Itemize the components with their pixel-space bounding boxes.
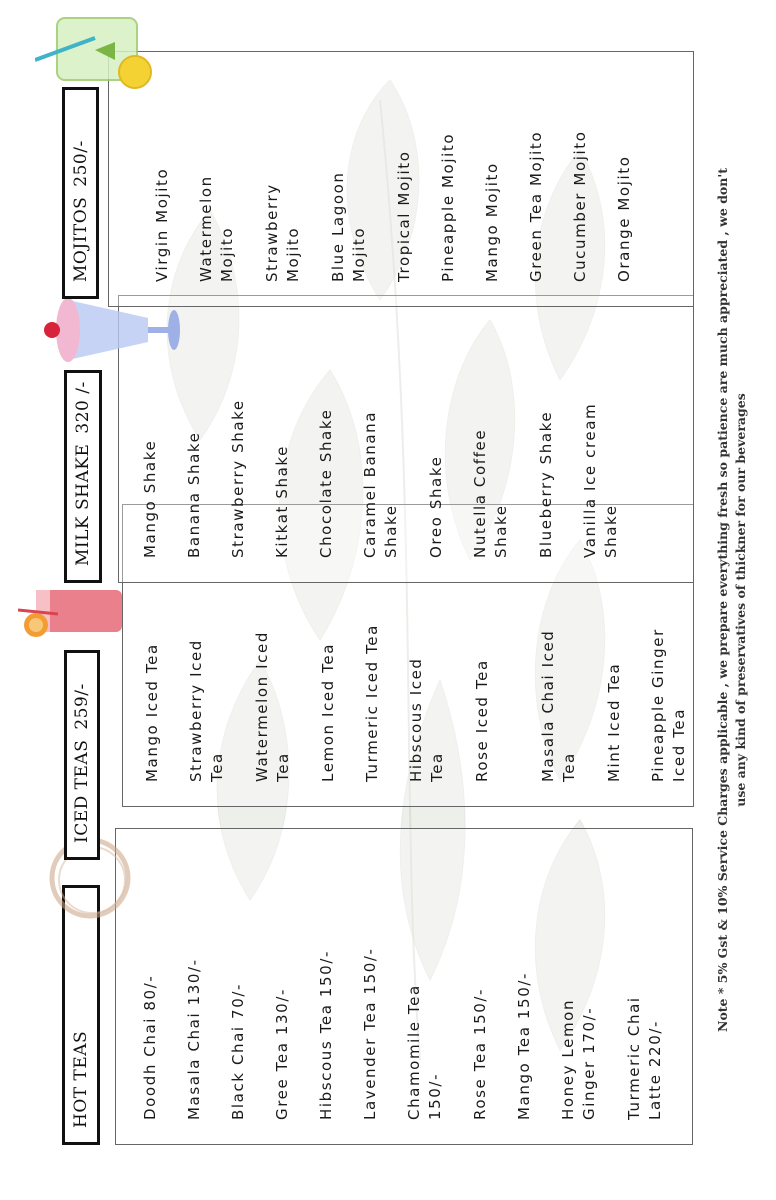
iced-teas-title — [64, 650, 100, 860]
menu-item-line: Strawberry — [263, 183, 281, 282]
menu-item-line: Tropical Mojito — [395, 150, 413, 282]
menu-item-line: Mango Shake — [141, 439, 159, 558]
menu-item-line: Mango Iced Tea — [143, 643, 161, 782]
mojito-glass-icon — [35, 0, 165, 100]
menu-item-line: Caramel Banana — [361, 410, 379, 558]
menu-item-line: Chocolate Shake — [317, 408, 335, 558]
milk-shake-price: 320 /- — [73, 381, 93, 434]
menu-item-line: Shake — [382, 504, 400, 558]
mojitos-title — [62, 87, 99, 299]
menu-item-line: Pineapple Ginger — [649, 628, 667, 782]
menu-item-line: Tea — [560, 752, 578, 782]
menu-item-line: Turmeric Chai — [625, 996, 643, 1120]
menu-item-line: Lemon Iced Tea — [319, 642, 337, 782]
menu-item-line: Rose Tea 150/- — [471, 987, 489, 1120]
menu-item-line: Watermelon Iced — [253, 631, 271, 782]
menu-item-line: Chamomile Tea — [405, 984, 423, 1120]
milk-shake-title — [64, 370, 102, 583]
menu-item-line: Doodh Chai 80/- — [141, 974, 159, 1120]
service-charge-note — [714, 0, 750, 1200]
menu-item-line: Mango Mojito — [483, 162, 501, 282]
menu-item-line: Vanilla Ice cream — [581, 402, 599, 558]
menu-item-line: Strawberry Shake — [229, 399, 247, 558]
menu-item-line: Tea — [274, 752, 292, 782]
menu-item-line: Latte 220/- — [646, 1019, 664, 1120]
menu-item-line: Mojito — [350, 226, 368, 282]
menu-item-line: Turmeric Iced Tea — [363, 624, 381, 782]
iced-tea-glass-icon — [18, 580, 133, 640]
menu-item-line: Blue Lagoon — [329, 171, 347, 282]
menu-item-line: Honey Lemon — [559, 998, 577, 1120]
note-line-1: Note * 5% Gst & 10% Service Charges applicable , we prepare everything fresh so patience are much appreciated , we don't — [715, 168, 730, 1032]
menu-item-line: Pineapple Mojito — [439, 132, 457, 282]
iced-teas-title-text: ICED TEAS — [72, 739, 92, 843]
menu-item-line: Masala Chai Iced — [539, 629, 557, 782]
menu-item-line: Watermelon — [197, 175, 215, 282]
menu-item-line: Oreo Shake — [427, 455, 445, 558]
menu-item-line: Cucumber Mojito — [571, 130, 589, 282]
menu-item-line: Gree Tea 130/- — [273, 988, 291, 1120]
mojitos-price: 250/- — [70, 140, 91, 187]
menu-item-line: Lavender Tea 150/- — [361, 947, 379, 1120]
menu-item-line: Strawberry Iced — [187, 639, 205, 782]
menu-item-line: Shake — [602, 504, 620, 558]
menu-item-line: Mint Iced Tea — [605, 662, 623, 782]
menu-item-line: Kitkat Shake — [273, 445, 291, 558]
menu-item-line: Virgin Mojito — [153, 167, 171, 282]
menu-item-line: Mojito — [284, 226, 302, 282]
menu-item-line: Orange Mojito — [615, 155, 633, 282]
iced-teas-price: 259/- — [72, 683, 92, 730]
menu-item-line: Banana Shake — [185, 431, 203, 558]
menu-item-line: Mango Tea 150/- — [515, 971, 533, 1120]
menu-item-line: Ginger 170/- — [580, 1006, 598, 1120]
milk-shake-title-text: MILK SHAKE — [73, 443, 93, 566]
menu-item-line: Shake — [492, 504, 510, 558]
menu-item-line: Blueberry Shake — [537, 410, 555, 558]
mojitos-title-text: MOJITOS — [70, 196, 91, 282]
menu-item-line: Tea — [208, 752, 226, 782]
menu-item-line: Masala Chai 130/- — [185, 958, 203, 1120]
menu-item-line: Nutella Coffee — [471, 428, 489, 558]
menu-item-line: Hibscous Tea 150/- — [317, 950, 335, 1120]
menu-item-line: Hibscous Iced — [407, 657, 425, 782]
note-line-2: use any kind of preservatives of thickner for our beverages — [733, 393, 748, 807]
menu-item-line: 150/- — [426, 1072, 444, 1120]
hot-teas-title-text: HOT TEAS — [71, 1030, 91, 1128]
menu-item-line: Mojito — [218, 226, 236, 282]
menu-item-line: Tea — [428, 752, 446, 782]
menu-item-line: Green Tea Mojito — [527, 130, 545, 282]
menu-item-line: Black Chai 70/- — [229, 982, 247, 1120]
menu-item-line: Rose Iced Tea — [473, 659, 491, 782]
menu-item-line: Iced Tea — [670, 707, 688, 782]
